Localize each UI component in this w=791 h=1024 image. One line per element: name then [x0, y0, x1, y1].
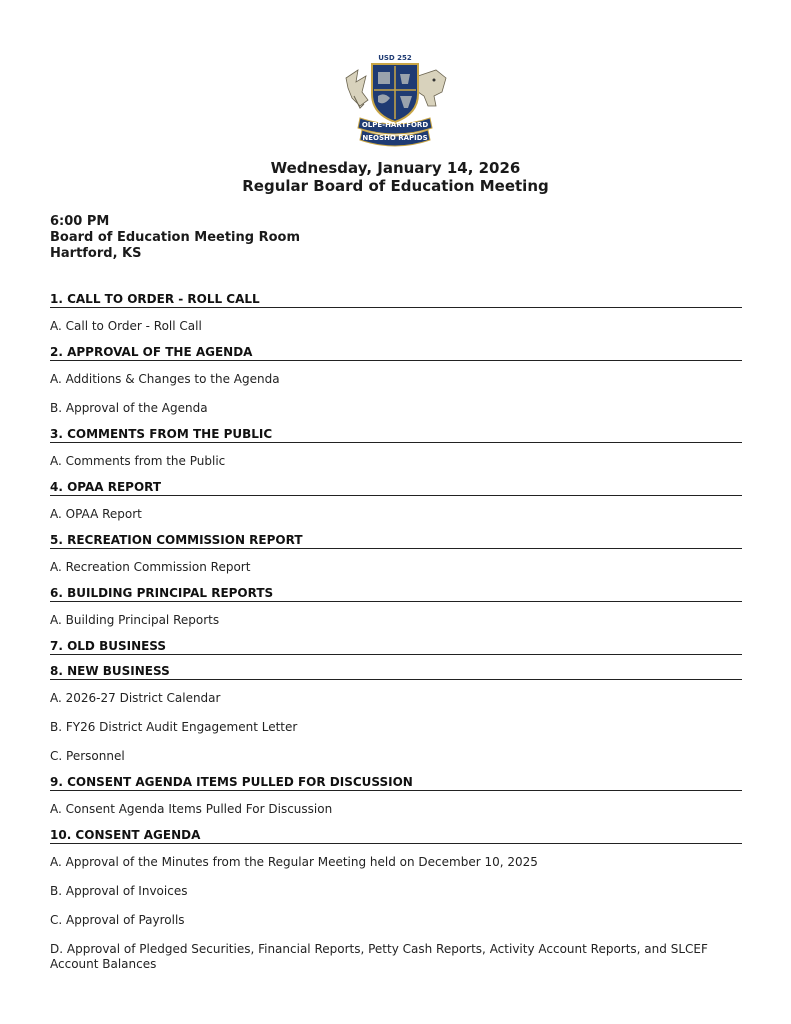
- meeting-type: Regular Board of Education Meeting: [242, 177, 549, 195]
- agenda-item: A. OPAA Report: [50, 507, 142, 521]
- eagle-icon: [346, 70, 368, 108]
- section-heading: 7. OLD BUSINESS: [50, 639, 742, 655]
- crest-top-text: USD 252: [378, 54, 412, 62]
- section-heading: 5. RECREATION COMMISSION REPORT: [50, 533, 742, 549]
- section-heading: 1. CALL TO ORDER - ROLL CALL: [50, 292, 742, 308]
- meeting-city: Hartford, KS: [50, 246, 142, 261]
- crest-banner-upper: OLPE-HARTFORD: [361, 121, 429, 129]
- agenda-item: A. Additions & Changes to the Agenda: [50, 372, 280, 386]
- agenda-item: A. Comments from the Public: [50, 454, 226, 468]
- agenda-item: A. 2026-27 District Calendar: [50, 691, 221, 705]
- agenda-list: [50, 292, 742, 972]
- agenda-item: B. Approval of Invoices: [50, 884, 188, 898]
- agenda-item: A. Call to Order - Roll Call: [50, 319, 202, 333]
- crest-icon: [338, 48, 452, 148]
- section-heading: 6. BUILDING PRINCIPAL REPORTS: [50, 586, 742, 602]
- section-heading: 3. COMMENTS FROM THE PUBLIC: [50, 427, 742, 443]
- crest-book-icon: [378, 72, 390, 84]
- meeting-title-block: [0, 159, 791, 195]
- agenda-item: A. Consent Agenda Items Pulled For Discussion: [50, 802, 333, 816]
- meeting-location: Board of Education Meeting Room: [50, 230, 301, 245]
- section-heading: 10. CONSENT AGENDA: [50, 828, 742, 844]
- agenda-item: B. Approval of the Agenda: [50, 401, 208, 415]
- agenda-item: A. Building Principal Reports: [50, 613, 220, 627]
- bulldog-icon: [418, 70, 446, 106]
- agenda-item: C. Approval of Payrolls: [50, 913, 185, 927]
- agenda-item: C. Personnel: [50, 749, 125, 763]
- agenda-item: D. Approval of Pledged Securities, Financial Reports, Petty Cash Reports, Activity Account Reports, and SLCEF Account Balances: [50, 942, 708, 971]
- district-crest-logo: [338, 48, 452, 148]
- agenda-item: A. Approval of the Minutes from the Regular Meeting held on December 10, 2025: [50, 855, 538, 869]
- section-heading: 4. OPAA REPORT: [50, 480, 742, 496]
- agenda-item: A. Recreation Commission Report: [50, 560, 251, 574]
- section-heading: 8. NEW BUSINESS: [50, 664, 742, 680]
- meeting-details: [50, 214, 300, 262]
- crest-banner-lower: NEOSHO RAPIDS: [362, 134, 428, 142]
- section-heading: 2. APPROVAL OF THE AGENDA: [50, 345, 742, 361]
- meeting-date: Wednesday, January 14, 2026: [270, 159, 521, 177]
- section-heading: 9. CONSENT AGENDA ITEMS PULLED FOR DISCUSSION: [50, 775, 742, 791]
- meeting-time: 6:00 PM: [50, 214, 110, 229]
- agenda-item: B. FY26 District Audit Engagement Letter: [50, 720, 298, 734]
